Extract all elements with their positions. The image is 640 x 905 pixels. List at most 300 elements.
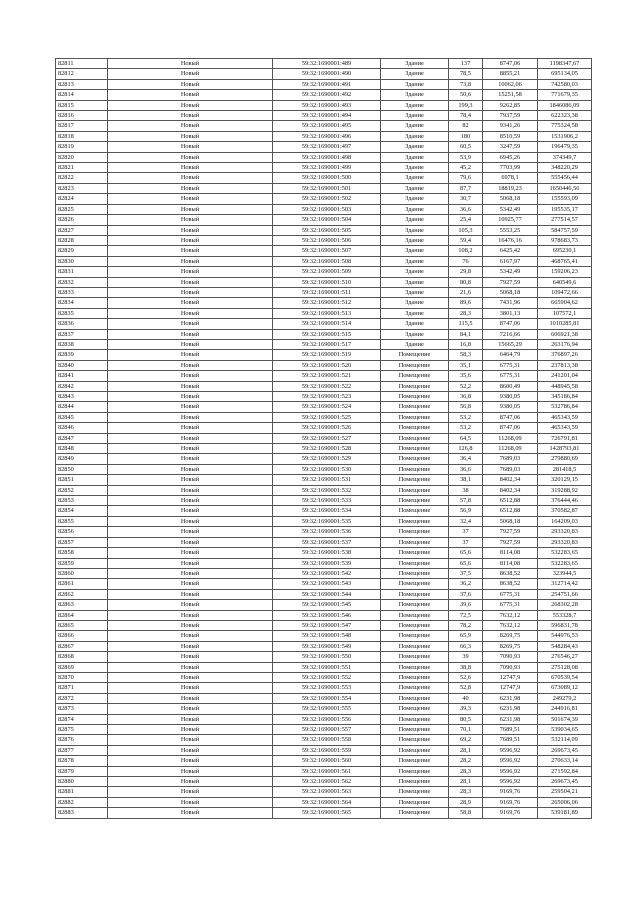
settlement-name-cell: Новый [108, 339, 273, 349]
cadastral-value-cell: 695134,05 [538, 69, 592, 79]
specific-value-cell: 8855,21 [483, 69, 538, 79]
area-cell: 58,3 [449, 350, 483, 360]
cadastral-number-cell: 59:32:1690001:549 [273, 641, 381, 651]
settlement-name-cell: Новый [108, 496, 273, 506]
settlement-name-cell: Новый [108, 121, 273, 131]
specific-value-cell: 7927,59 [483, 527, 538, 537]
area-cell: 30,7 [449, 194, 483, 204]
area-cell: 126,8 [449, 444, 483, 454]
specific-value-cell: 12747,9 [483, 672, 538, 682]
row-number-cell: 82863 [56, 600, 108, 610]
object-type-cell: Здание [381, 204, 449, 214]
specific-value-cell: 9380,05 [483, 392, 538, 402]
table-row [56, 745, 592, 755]
cadastral-value-cell: 532283,65 [538, 558, 592, 568]
specific-value-cell: 7090,93 [483, 652, 538, 662]
cadastral-value-cell: 596831,78 [538, 620, 592, 630]
object-type-cell: Помещение [381, 641, 449, 651]
area-cell: 45,2 [449, 163, 483, 173]
specific-value-cell: 5068,18 [483, 287, 538, 297]
table-row [56, 277, 592, 287]
settlement-name-cell: Новый [108, 745, 273, 755]
area-cell: 28,3 [449, 308, 483, 318]
settlement-name-cell: Новый [108, 412, 273, 422]
settlement-name-cell: Новый [108, 787, 273, 797]
row-number-cell: 82877 [56, 745, 108, 755]
cadastral-number-cell: 59:32:1690001:501 [273, 183, 381, 193]
cadastral-value-cell: 279880,69 [538, 454, 592, 464]
table-row [56, 329, 592, 339]
row-number-cell: 82813 [56, 79, 108, 89]
object-type-cell: Помещение [381, 735, 449, 745]
table-row [56, 693, 592, 703]
object-type-cell: Помещение [381, 433, 449, 443]
settlement-name-cell: Новый [108, 235, 273, 245]
row-number-cell: 82841 [56, 371, 108, 381]
row-number-cell: 82873 [56, 704, 108, 714]
cadastral-number-cell: 59:32:1690001:538 [273, 548, 381, 558]
specific-value-cell: 15665,29 [483, 339, 538, 349]
object-type-cell: Помещение [381, 579, 449, 589]
area-cell: 59,4 [449, 235, 483, 245]
cadastral-number-cell: 59:32:1690001:565 [273, 808, 381, 818]
cadastral-number-cell: 59:32:1690001:539 [273, 558, 381, 568]
settlement-name-cell: Новый [108, 100, 273, 110]
row-number-cell: 82857 [56, 537, 108, 547]
row-number-cell: 82830 [56, 256, 108, 266]
area-cell: 56,9 [449, 506, 483, 516]
object-type-cell: Помещение [381, 704, 449, 714]
row-number-cell: 82848 [56, 444, 108, 454]
area-cell: 32,4 [449, 516, 483, 526]
settlement-name-cell: Новый [108, 319, 273, 329]
specific-value-cell: 6231,98 [483, 693, 538, 703]
cadastral-value-cell: 555456,44 [538, 173, 592, 183]
specific-value-cell: 5553,25 [483, 225, 538, 235]
row-number-cell: 82822 [56, 173, 108, 183]
cadastral-number-cell: 59:32:1690001:559 [273, 745, 381, 755]
cadastral-value-cell: 1198347,67 [538, 59, 592, 69]
cadastral-value-cell: 293320,83 [538, 537, 592, 547]
area-cell: 53,2 [449, 423, 483, 433]
row-number-cell: 82872 [56, 693, 108, 703]
cadastral-number-cell: 59:32:1690001:545 [273, 600, 381, 610]
table-row [56, 173, 592, 183]
table-row [56, 496, 592, 506]
cadastral-value-cell: 532283,65 [538, 548, 592, 558]
object-type-cell: Помещение [381, 371, 449, 381]
table-row [56, 735, 592, 745]
area-cell: 28,9 [449, 797, 483, 807]
table-row [56, 142, 592, 152]
row-number-cell: 82818 [56, 131, 108, 141]
area-cell: 28,3 [449, 766, 483, 776]
row-number-cell: 82832 [56, 277, 108, 287]
cadastral-number-cell: 59:32:1690001:492 [273, 90, 381, 100]
cadastral-number-cell: 59:32:1690001:509 [273, 267, 381, 277]
cadastral-number-cell: 59:32:1690001:512 [273, 298, 381, 308]
settlement-name-cell: Новый [108, 215, 273, 225]
object-type-cell: Здание [381, 59, 449, 69]
object-type-cell: Здание [381, 235, 449, 245]
settlement-name-cell: Новый [108, 267, 273, 277]
area-cell: 115,5 [449, 319, 483, 329]
area-cell: 29,8 [449, 267, 483, 277]
cadastral-value-cell: 268302,28 [538, 600, 592, 610]
settlement-name-cell: Новый [108, 79, 273, 89]
table-row [56, 506, 592, 516]
table-row [56, 381, 592, 391]
settlement-name-cell: Новый [108, 350, 273, 360]
specific-value-cell: 18819,23 [483, 183, 538, 193]
table-row [56, 548, 592, 558]
cadastral-value-cell: 548284,43 [538, 641, 592, 651]
object-type-cell: Здание [381, 267, 449, 277]
settlement-name-cell: Новый [108, 59, 273, 69]
cadastral-number-cell: 59:32:1690001:514 [273, 319, 381, 329]
table-row [56, 714, 592, 724]
settlement-name-cell: Новый [108, 735, 273, 745]
row-number-cell: 82865 [56, 620, 108, 630]
object-type-cell: Помещение [381, 454, 449, 464]
area-cell: 52,2 [449, 381, 483, 391]
table-row [56, 537, 592, 547]
cadastral-value-cell: 1010285,81 [538, 319, 592, 329]
cadastral-value-cell: 237813,38 [538, 360, 592, 370]
row-number-cell: 82811 [56, 59, 108, 69]
cadastral-value-cell: 107572,1 [538, 308, 592, 318]
specific-value-cell: 8402,34 [483, 475, 538, 485]
cadastral-value-cell: 742580,03 [538, 79, 592, 89]
object-type-cell: Здание [381, 329, 449, 339]
cadastral-number-cell: 59:32:1690001:493 [273, 100, 381, 110]
cadastral-value-cell: 263176,94 [538, 339, 592, 349]
specific-value-cell: 6425,42 [483, 246, 538, 256]
area-cell: 78,4 [449, 111, 483, 121]
row-number-cell: 82821 [56, 163, 108, 173]
settlement-name-cell: Новый [108, 725, 273, 735]
row-number-cell: 82837 [56, 329, 108, 339]
area-cell: 25,4 [449, 215, 483, 225]
specific-value-cell: 15251,58 [483, 90, 538, 100]
row-number-cell: 82812 [56, 69, 108, 79]
row-number-cell: 82842 [56, 381, 108, 391]
row-number-cell: 82859 [56, 558, 108, 568]
settlement-name-cell: Новый [108, 90, 273, 100]
settlement-name-cell: Новый [108, 433, 273, 443]
table-row [56, 121, 592, 131]
row-number-cell: 82846 [56, 423, 108, 433]
object-type-cell: Помещение [381, 475, 449, 485]
object-type-cell: Помещение [381, 392, 449, 402]
row-number-cell: 82878 [56, 756, 108, 766]
table-row [56, 558, 592, 568]
settlement-name-cell: Новый [108, 194, 273, 204]
settlement-name-cell: Новый [108, 579, 273, 589]
table-row [56, 444, 592, 454]
settlement-name-cell: Новый [108, 371, 273, 381]
cadastral-value-cell: 665904,62 [538, 298, 592, 308]
area-cell: 80,5 [449, 714, 483, 724]
cadastral-number-cell: 59:32:1690001:537 [273, 537, 381, 547]
object-type-cell: Здание [381, 100, 449, 110]
area-cell: 53,2 [449, 412, 483, 422]
row-number-cell: 82871 [56, 683, 108, 693]
specific-value-cell: 7689,03 [483, 454, 538, 464]
cadastral-value-cell: 241201,04 [538, 371, 592, 381]
specific-value-cell: 8638,52 [483, 568, 538, 578]
object-type-cell: Помещение [381, 527, 449, 537]
cadastral-number-cell: 59:32:1690001:489 [273, 59, 381, 69]
settlement-name-cell: Новый [108, 381, 273, 391]
row-number-cell: 82864 [56, 610, 108, 620]
area-cell: 84,1 [449, 329, 483, 339]
area-cell: 57,8 [449, 496, 483, 506]
table-row [56, 287, 592, 297]
settlement-name-cell: Новый [108, 308, 273, 318]
settlement-name-cell: Новый [108, 392, 273, 402]
table-row [56, 308, 592, 318]
object-type-cell: Помещение [381, 548, 449, 558]
settlement-name-cell: Новый [108, 423, 273, 433]
specific-value-cell: 6978,1 [483, 173, 538, 183]
specific-value-cell: 8638,52 [483, 579, 538, 589]
area-cell: 58,8 [449, 808, 483, 818]
object-type-cell: Помещение [381, 777, 449, 787]
row-number-cell: 82836 [56, 319, 108, 329]
settlement-name-cell: Новый [108, 641, 273, 651]
cadastral-value-cell: 376444,46 [538, 496, 592, 506]
cadastral-number-cell: 59:32:1690001:497 [273, 142, 381, 152]
settlement-name-cell: Новый [108, 329, 273, 339]
object-type-cell: Здание [381, 90, 449, 100]
specific-value-cell: 7431,96 [483, 298, 538, 308]
cadastral-value-cell: 271592,84 [538, 766, 592, 776]
object-type-cell: Здание [381, 256, 449, 266]
settlement-name-cell: Новый [108, 204, 273, 214]
cadastral-number-cell: 59:32:1690001:508 [273, 256, 381, 266]
specific-value-cell: 16476,16 [483, 235, 538, 245]
cadastral-value-cell: 1650446,56 [538, 183, 592, 193]
cadastral-number-cell: 59:32:1690001:547 [273, 620, 381, 630]
specific-value-cell: 6775,31 [483, 589, 538, 599]
cadastral-value-cell: 622323,38 [538, 111, 592, 121]
settlement-name-cell: Новый [108, 631, 273, 641]
row-number-cell: 82856 [56, 527, 108, 537]
table-row [56, 90, 592, 100]
object-type-cell: Здание [381, 183, 449, 193]
settlement-name-cell: Новый [108, 620, 273, 630]
specific-value-cell: 6775,31 [483, 371, 538, 381]
settlement-name-cell: Новый [108, 704, 273, 714]
area-cell: 36,6 [449, 204, 483, 214]
specific-value-cell: 9169,76 [483, 797, 538, 807]
object-type-cell: Здание [381, 287, 449, 297]
cadastral-value-cell: 249279,2 [538, 693, 592, 703]
specific-value-cell: 6167,97 [483, 256, 538, 266]
cadastral-number-cell: 59:32:1690001:535 [273, 516, 381, 526]
cadastral-number-cell: 59:32:1690001:536 [273, 527, 381, 537]
area-cell: 35,6 [449, 371, 483, 381]
table-row [56, 402, 592, 412]
cadastral-value-cell: 1846086,09 [538, 100, 592, 110]
area-cell: 37 [449, 527, 483, 537]
area-cell: 65,9 [449, 631, 483, 641]
cadastral-value-cell: 195535,17 [538, 204, 592, 214]
object-type-cell: Помещение [381, 412, 449, 422]
object-type-cell: Помещение [381, 672, 449, 682]
cadastral-number-cell: 59:32:1690001:510 [273, 277, 381, 287]
cadastral-value-cell: 465343,59 [538, 423, 592, 433]
specific-value-cell: 9596,92 [483, 745, 538, 755]
cadastral-value-cell: 468765,41 [538, 256, 592, 266]
row-number-cell: 82816 [56, 111, 108, 121]
table-row [56, 183, 592, 193]
cadastral-value-cell: 323944,5 [538, 568, 592, 578]
area-cell: 36,8 [449, 392, 483, 402]
table-row [56, 683, 592, 693]
area-cell: 65,6 [449, 558, 483, 568]
table-row [56, 516, 592, 526]
table-row [56, 298, 592, 308]
table-row [56, 350, 592, 360]
settlement-name-cell: Новый [108, 777, 273, 787]
cadastral-value-cell: 345186,84 [538, 392, 592, 402]
cadastral-value-cell: 544976,53 [538, 631, 592, 641]
area-cell: 50,6 [449, 90, 483, 100]
cadastral-number-cell: 59:32:1690001:496 [273, 131, 381, 141]
object-type-cell: Здание [381, 308, 449, 318]
cadastral-number-cell: 59:32:1690001:543 [273, 579, 381, 589]
area-cell: 73,8 [449, 79, 483, 89]
specific-value-cell: 6231,98 [483, 704, 538, 714]
document-page [55, 58, 591, 819]
table-row [56, 475, 592, 485]
cadastral-value-cell: 275128,08 [538, 662, 592, 672]
specific-value-cell: 7689,51 [483, 725, 538, 735]
object-type-cell: Помещение [381, 631, 449, 641]
row-number-cell: 82838 [56, 339, 108, 349]
specific-value-cell: 7632,12 [483, 610, 538, 620]
area-cell: 52,6 [449, 672, 483, 682]
table-row [56, 225, 592, 235]
area-cell: 38,1 [449, 475, 483, 485]
area-cell: 69,2 [449, 735, 483, 745]
row-number-cell: 82844 [56, 402, 108, 412]
area-cell: 37 [449, 537, 483, 547]
settlement-name-cell: Новый [108, 111, 273, 121]
row-number-cell: 82868 [56, 652, 108, 662]
table-row [56, 610, 592, 620]
object-type-cell: Здание [381, 121, 449, 131]
settlement-name-cell: Новый [108, 402, 273, 412]
specific-value-cell: 9596,92 [483, 766, 538, 776]
area-cell: 37,6 [449, 589, 483, 599]
cadastral-value-cell: 553328,7 [538, 610, 592, 620]
object-type-cell: Помещение [381, 381, 449, 391]
row-number-cell: 82867 [56, 641, 108, 651]
settlement-name-cell: Новый [108, 360, 273, 370]
table-row [56, 672, 592, 682]
object-type-cell: Помещение [381, 496, 449, 506]
row-number-cell: 82845 [56, 412, 108, 422]
row-number-cell: 82850 [56, 464, 108, 474]
cadastral-value-cell: 312714,42 [538, 579, 592, 589]
cadastral-number-cell: 59:32:1690001:522 [273, 381, 381, 391]
specific-value-cell: 8269,75 [483, 641, 538, 651]
specific-value-cell: 8402,34 [483, 485, 538, 495]
cadastral-number-cell: 59:32:1690001:530 [273, 464, 381, 474]
cadastral-value-cell: 270633,14 [538, 756, 592, 766]
cadastral-number-cell: 59:32:1690001:517 [273, 339, 381, 349]
object-type-cell: Здание [381, 194, 449, 204]
object-type-cell: Помещение [381, 725, 449, 735]
cadastral-value-cell: 465343,59 [538, 412, 592, 422]
specific-value-cell: 7703,99 [483, 163, 538, 173]
settlement-name-cell: Новый [108, 568, 273, 578]
cadastral-number-cell: 59:32:1690001:531 [273, 475, 381, 485]
settlement-name-cell: Новый [108, 142, 273, 152]
specific-value-cell: 9262,85 [483, 100, 538, 110]
cadastral-value-cell: 606921,38 [538, 329, 592, 339]
object-type-cell: Помещение [381, 423, 449, 433]
row-number-cell: 82843 [56, 392, 108, 402]
cadastral-number-cell: 59:32:1690001:546 [273, 610, 381, 620]
area-cell: 39,3 [449, 704, 483, 714]
object-type-cell: Помещение [381, 589, 449, 599]
specific-value-cell: 8114,08 [483, 548, 538, 558]
settlement-name-cell: Новый [108, 797, 273, 807]
area-cell: 56,8 [449, 402, 483, 412]
area-cell: 65,6 [449, 548, 483, 558]
specific-value-cell: 7937,59 [483, 111, 538, 121]
cadastral-number-cell: 59:32:1690001:544 [273, 589, 381, 599]
specific-value-cell: 6231,98 [483, 714, 538, 724]
object-type-cell: Помещение [381, 808, 449, 818]
row-number-cell: 82834 [56, 298, 108, 308]
cadastral-number-cell: 59:32:1690001:532 [273, 485, 381, 495]
settlement-name-cell: Новый [108, 693, 273, 703]
table-row [56, 163, 592, 173]
object-type-cell: Здание [381, 111, 449, 121]
specific-value-cell: 9341,26 [483, 121, 538, 131]
table-row [56, 152, 592, 162]
object-type-cell: Помещение [381, 745, 449, 755]
object-type-cell: Здание [381, 298, 449, 308]
object-type-cell: Здание [381, 79, 449, 89]
cadastral-number-cell: 59:32:1690001:558 [273, 735, 381, 745]
table-row [56, 631, 592, 641]
cadastral-number-cell: 59:32:1690001:504 [273, 215, 381, 225]
cadastral-value-cell: 159206,23 [538, 267, 592, 277]
specific-value-cell: 7927,59 [483, 537, 538, 547]
area-cell: 28,3 [449, 787, 483, 797]
specific-value-cell: 8600,49 [483, 381, 538, 391]
specific-value-cell: 6945,26 [483, 152, 538, 162]
object-type-cell: Помещение [381, 444, 449, 454]
cadastral-value-cell: 501674,39 [538, 714, 592, 724]
settlement-name-cell: Новый [108, 298, 273, 308]
specific-value-cell: 9169,76 [483, 787, 538, 797]
row-number-cell: 82817 [56, 121, 108, 131]
cadastral-number-cell: 59:32:1690001:505 [273, 225, 381, 235]
area-cell: 39 [449, 652, 483, 662]
row-number-cell: 82828 [56, 235, 108, 245]
settlement-name-cell: Новый [108, 714, 273, 724]
cadastral-number-cell: 59:32:1690001:490 [273, 69, 381, 79]
cadastral-number-cell: 59:32:1690001:515 [273, 329, 381, 339]
cadastral-value-cell: 254751,66 [538, 589, 592, 599]
